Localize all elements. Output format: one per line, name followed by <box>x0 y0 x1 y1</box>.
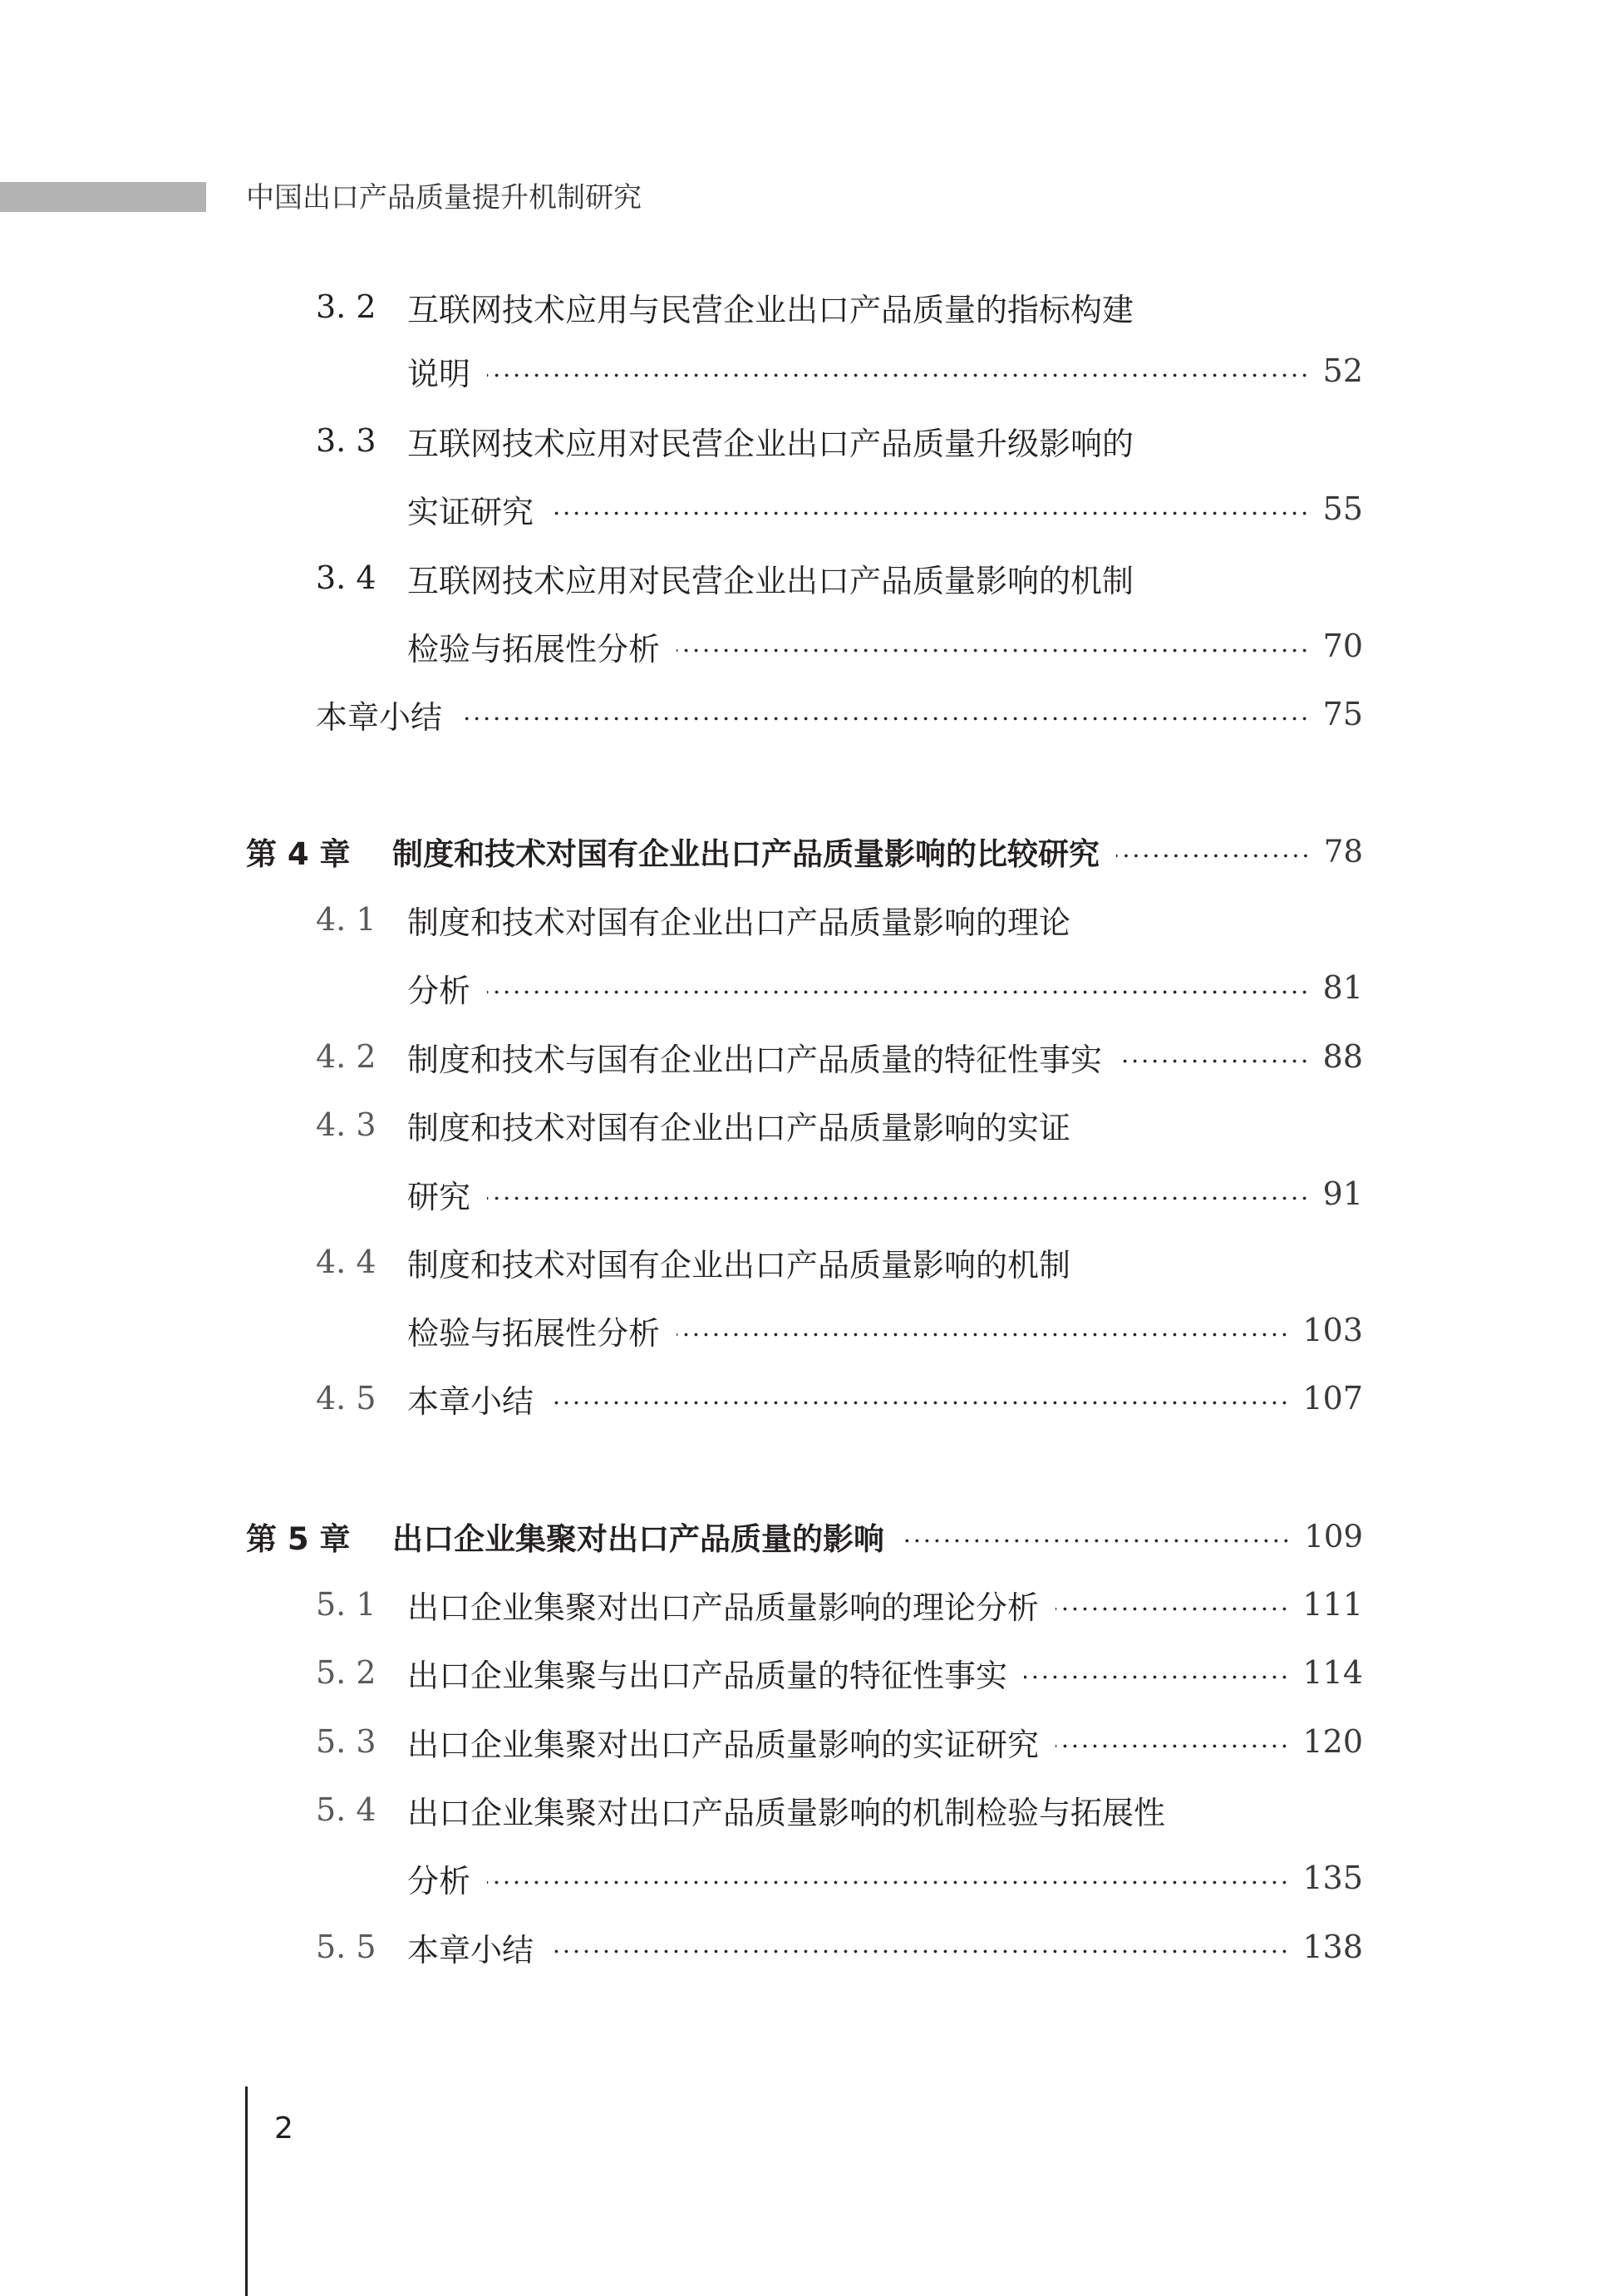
dot-leader <box>1116 854 1311 858</box>
toc-entry-5-4[interactable] <box>316 1785 1363 1835</box>
chapter-number: 第 4 章 <box>246 836 351 872</box>
running-header-title: 中国出口产品质量提升机制研究 <box>246 181 642 214</box>
toc-entry-3-3-continued[interactable] <box>407 484 1363 534</box>
section-title: 出口企业集聚对出口产品质量影响的机制检验与拓展性 <box>407 1794 1166 1831</box>
section-title-continued: 分析 <box>407 972 471 1009</box>
dot-leader <box>487 373 1310 377</box>
page-number-ref: 135 <box>1302 1860 1363 1896</box>
section-number: 5. 3 <box>316 1723 376 1760</box>
page-number-ref: 109 <box>1304 1518 1363 1554</box>
section-number: 3. 4 <box>316 559 376 596</box>
section-title: 本章小结 <box>407 1382 534 1420</box>
page-number-ref: 138 <box>1302 1929 1363 1965</box>
section-number: 4. 1 <box>316 901 376 938</box>
dot-leader <box>901 1539 1291 1543</box>
section-number: 4. 4 <box>316 1244 376 1280</box>
chapter-title: 制度和技术对国有企业出口产品质量影响的比较研究 <box>392 836 1100 872</box>
section-title: 制度和技术对国有企业出口产品质量影响的机制 <box>407 1246 1071 1283</box>
section-title: 出口企业集聚与出口产品质量的特征性事实 <box>407 1657 1008 1694</box>
toc-entry-4-4-continued[interactable] <box>407 1305 1363 1355</box>
toc-entry-4-3[interactable] <box>316 1100 1363 1150</box>
page-number-ref: 114 <box>1302 1654 1363 1691</box>
section-title: 出口企业集聚对出口产品质量影响的实证研究 <box>407 1726 1040 1763</box>
dot-leader <box>1055 1744 1289 1748</box>
toc-entry-3-3[interactable] <box>316 416 1363 466</box>
toc-entry-4-3-continued[interactable] <box>407 1169 1363 1219</box>
toc-entry-3-2[interactable] <box>316 282 1363 332</box>
section-number: 5. 2 <box>316 1654 376 1691</box>
section-title: 互联网技术应用对民营企业出口产品质量影响的机制 <box>407 562 1134 599</box>
toc-entry-3-4[interactable] <box>316 553 1363 603</box>
page-number-ref: 107 <box>1302 1380 1363 1417</box>
toc-entry-4-4[interactable] <box>316 1237 1363 1287</box>
page-number-ref: 55 <box>1322 490 1363 527</box>
toc-chapter-5[interactable] <box>246 1511 1363 1561</box>
section-title-continued: 研究 <box>407 1178 471 1215</box>
section-number: 3. 3 <box>316 422 376 459</box>
page-number-ref: 91 <box>1322 1175 1363 1212</box>
page-number-ref: 78 <box>1323 833 1363 870</box>
dot-leader <box>487 1196 1310 1200</box>
toc-entry-4-1-continued[interactable] <box>407 963 1363 1013</box>
toc-entry-4-2[interactable] <box>316 1032 1363 1081</box>
page-number-ref: 111 <box>1302 1586 1363 1623</box>
section-number: 3. 2 <box>316 288 376 325</box>
toc-entry-5-3[interactable] <box>316 1717 1363 1766</box>
section-number: 5. 1 <box>316 1586 376 1623</box>
page-number-ref: 120 <box>1302 1723 1363 1760</box>
section-title: 本章小结 <box>316 698 443 736</box>
toc-entry-5-5[interactable] <box>316 1922 1363 1972</box>
section-title: 制度和技术对国有企业出口产品质量影响的理论 <box>407 904 1071 941</box>
dot-leader <box>1119 1059 1310 1063</box>
section-number: 4. 3 <box>316 1106 376 1143</box>
section-title: 互联网技术应用与民营企业出口产品质量的指标构建 <box>407 291 1134 328</box>
chapter-number: 第 5 章 <box>246 1521 351 1557</box>
section-title-continued: 分析 <box>407 1862 471 1899</box>
footer-vertical-rule <box>245 2087 248 2296</box>
dot-leader <box>677 1333 1289 1337</box>
section-number: 4. 5 <box>316 1380 376 1417</box>
dot-leader <box>1055 1607 1289 1611</box>
section-number: 5. 4 <box>316 1791 376 1828</box>
section-number: 4. 2 <box>316 1038 376 1075</box>
dot-leader <box>1024 1675 1289 1679</box>
toc-entry-4-1[interactable] <box>316 894 1363 944</box>
page-number-ref: 70 <box>1322 628 1363 664</box>
page-number-ref: 52 <box>1322 352 1363 389</box>
section-title-continued: 检验与拓展性分析 <box>407 1314 661 1352</box>
toc-entry-5-2[interactable] <box>316 1648 1363 1697</box>
dot-leader <box>677 648 1310 653</box>
toc-chapter-4[interactable] <box>246 826 1363 876</box>
page-number-ref: 81 <box>1322 969 1363 1006</box>
page-number-ref: 103 <box>1302 1312 1363 1348</box>
dot-leader <box>550 511 1310 515</box>
toc-entry-3-2-continued[interactable] <box>407 346 1363 396</box>
section-title-continued: 说明 <box>407 355 471 392</box>
page-number: 2 <box>274 2111 293 2146</box>
dot-leader <box>487 990 1310 994</box>
toc-entry-ch3-summary[interactable] <box>316 689 1363 739</box>
chapter-title: 出口企业集聚对出口产品质量的影响 <box>392 1521 884 1557</box>
page-number-ref: 88 <box>1322 1038 1363 1075</box>
dot-leader <box>459 717 1310 721</box>
toc-entry-4-5[interactable] <box>316 1373 1363 1423</box>
section-title: 制度和技术对国有企业出口产品质量影响的实证 <box>407 1109 1071 1146</box>
page-number-ref: 75 <box>1322 696 1363 732</box>
section-title: 制度和技术与国有企业出口产品质量的特征性事实 <box>407 1041 1103 1078</box>
dot-leader <box>487 1880 1289 1885</box>
toc-entry-5-1[interactable] <box>316 1579 1363 1629</box>
section-title: 出口企业集聚对出口产品质量影响的理论分析 <box>407 1589 1040 1626</box>
section-title-continued: 实证研究 <box>407 493 534 530</box>
section-title: 本章小结 <box>407 1931 534 1968</box>
section-title-continued: 检验与拓展性分析 <box>407 630 661 668</box>
toc-entry-5-4-continued[interactable] <box>407 1853 1363 1903</box>
section-number: 5. 5 <box>316 1929 376 1965</box>
dot-leader <box>550 1401 1289 1405</box>
section-title: 互联网技术应用对民营企业出口产品质量升级影响的 <box>407 425 1134 462</box>
toc-entry-3-4-continued[interactable] <box>407 621 1363 671</box>
dot-leader <box>550 1949 1289 1954</box>
